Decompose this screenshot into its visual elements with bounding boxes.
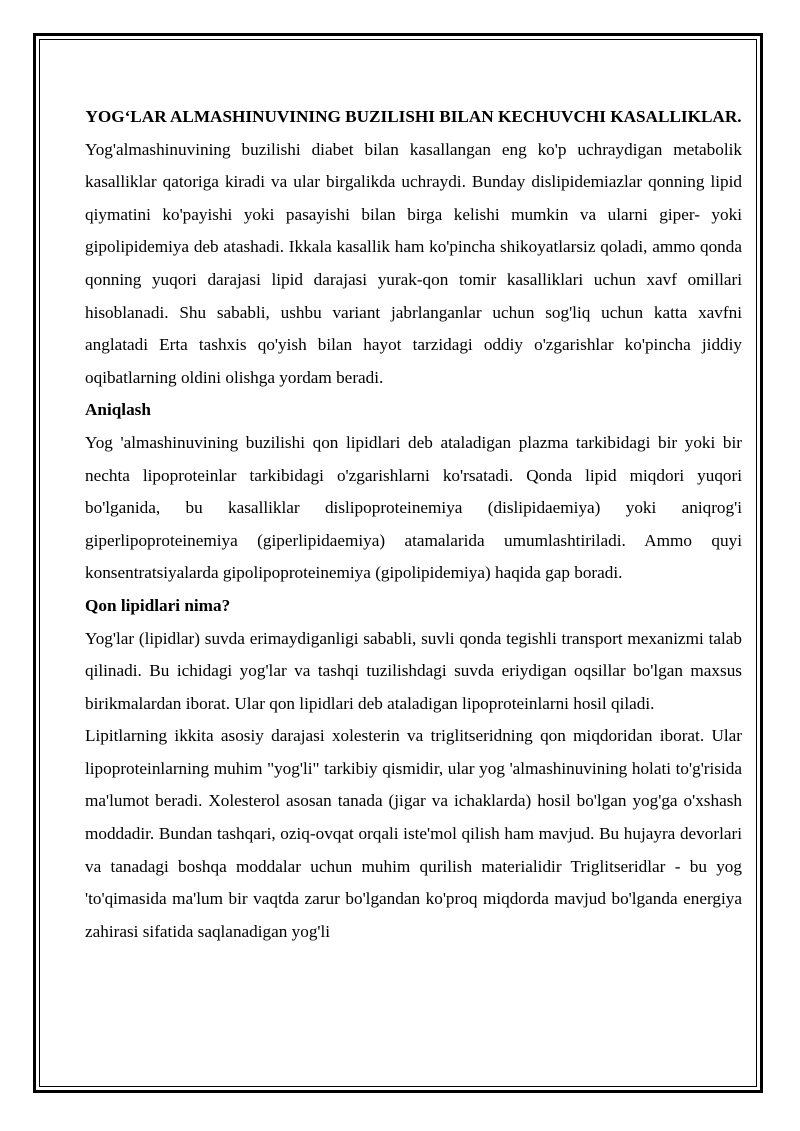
document-body [85,101,742,948]
section-heading-aniqlash: Aniqlash [85,400,151,420]
intro-paragraph: Yog'almashinuvining buzilishi diabet bilan kasallangan eng ko'p uchraydigan metabolik kasalliklar qatoriga kiradi va ular birgalikda uchraydi. Bunday dislipidemiazlar qonning lipid qiymatini ko'payishi yoki pasayishi bilan birga kelishi mumkin va ularni giper- yoki gipolipidemiya deb atashadi. Ikkala kasallik ham ko'pincha shikoyatlarsiz qoladi, ammo qonda qonning yuqori darajasi lipid darajasi yurak-qon tomir kasalliklari uchun xavf omillari hisoblanadi. Shu sababli, ushbu variant jabrlanganlar uchun sog'liq uchun katta xavfni anglatadi Erta tashxis qo'yish bilan hayot tarzidagi oddiy o'zgarishlar ko'pincha jiddiy oqibatlarning oldini olishga yordam beradi. [85,139,742,387]
section-heading-qon-lipidlari: Qon lipidlari nima? [85,595,231,615]
qon-lipidlari-paragraph-2: Lipitlarning ikkita asosiy darajasi xolesterin va triglitseridning qon miqdoridan iborat. Ular lipoproteinlarning muhim "yog'li" tarkibiy qismidir, ular yog 'almashinuvining holati to'g'risida ma'lumot beradi. Xolesterol asosan tanada (jigar va ichaklarda) hosil bo'lgan yog'ga o'xshash moddadir. Bundan tashqari, oziq-ovqat orqali iste'mol qilish ham mavjud. Bu hujayra devorlari va tanadagi boshqa moddalar uchun muhim qurilish materialidir Triglitseridlar - bu yog 'to'qimasida ma'lum bir vaqtda zarur bo'lgandan ko'proq miqdorda mavjud bo'lganda energiya zahirasi sifatida saqlanadigan yog'li [85,726,742,941]
document-title: YOG‘LAR ALMASHINUVINING BUZILISHI BILAN KECHUVCHI KASALLIKLAR. [85,107,742,126]
qon-lipidlari-paragraph-1: Yog'lar (lipidlar) suvda erimaydiganligi sababli, suvli qonda tegishli transport mexanizmi talab qilinadi. Bu ichidagi yog'lar va tashqi tuzilishdagi suvda eriydigan oqsillar bo'lgan maxsus birikmalardan iborat. Ular qon lipidlari deb ataladigan lipoproteinlarni hosil qiladi. [85,628,742,713]
aniqlash-paragraph: Yog 'almashinuvining buzilishi qon lipidlari deb ataladigan plazma tarkibidagi bir yoki bir nechta lipoproteinlar tarkibidagi o'zgarishlarni ko'rsatadi. Qonda lipid miqdori yuqori bo'lganida, bu kasalliklar dislipoproteinemiya (dislipidaemiya) yoki aniqrog'i giperlipoproteinemiya (giperlipidaemiya) atamalarida umumlashtiriladi. Ammo quyi konsentratsiyalarda gipolipoproteinemiya (gipolipidemiya) haqida gap boradi. [85,432,742,583]
